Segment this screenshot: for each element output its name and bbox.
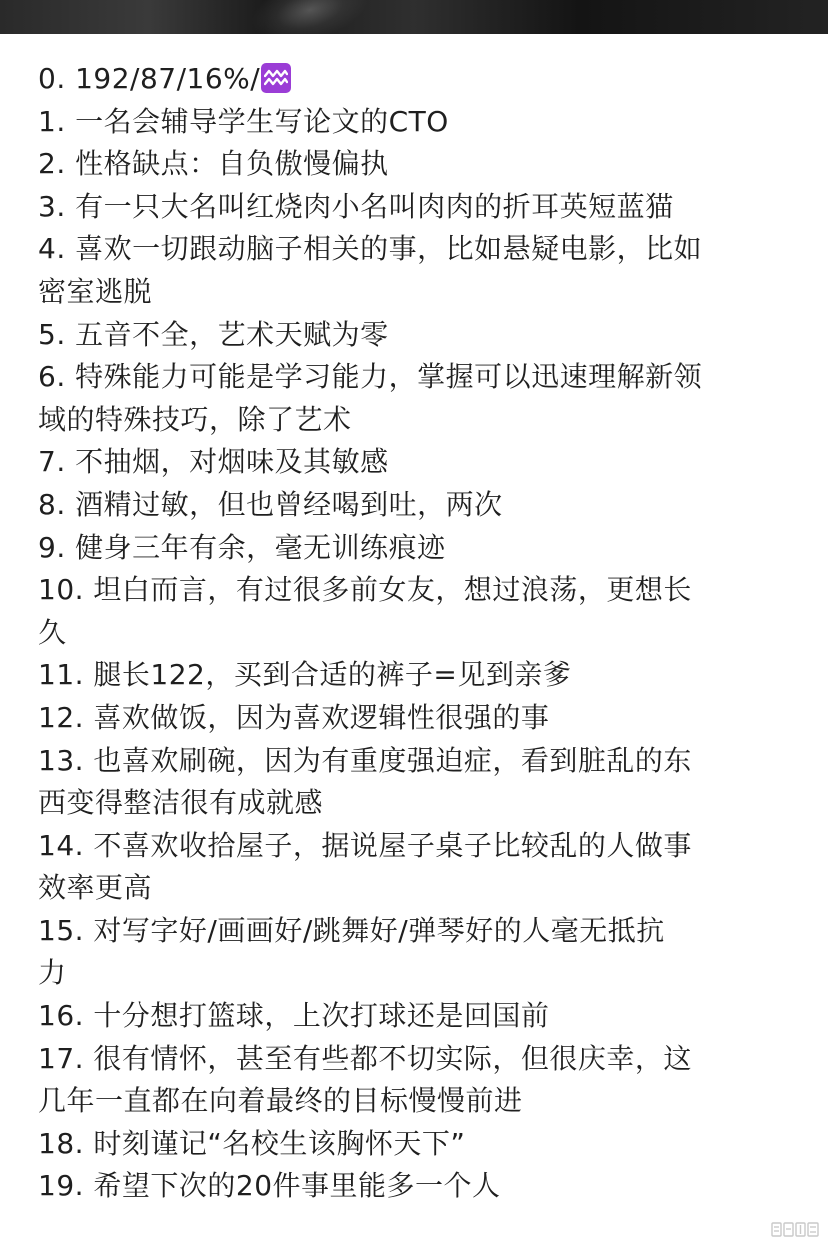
note-line-8: 8. 酒精过敏，但也曾经喝到吐，两次	[38, 487, 503, 521]
aquarius-icon	[261, 63, 291, 93]
note-line-19: 19. 希望下次的20件事里能多一个人	[38, 1169, 501, 1203]
note-line-1: 1. 一名会辅导学生写论文的CTO	[38, 104, 449, 138]
note-line-6: 6. 特殊能力可能是学习能力，掌握可以迅速理解新领	[38, 360, 703, 394]
note-line-15: 15. 对写字好/画画好/跳舞好/弹琴好的人毫无抵抗	[38, 913, 665, 947]
note-line-11: 11. 腿长122，买到合适的裤子=见到亲爹	[38, 658, 572, 692]
note-line-7: 7. 不抽烟，对烟味及其敏感	[38, 445, 389, 479]
note-line-0	[38, 58, 808, 101]
note-line-6-cont: 域的特殊技巧，除了艺术	[38, 402, 352, 436]
note-line-12: 12. 喜欢做饭，因为喜欢逻辑性很强的事	[38, 700, 550, 734]
note-line-3: 3. 有一只大名叫红烧肉小名叫肉肉的折耳英短蓝猫	[38, 189, 674, 223]
note-line-14-cont: 效率更高	[38, 871, 153, 905]
weibo-watermark-icon	[771, 1220, 821, 1240]
note-line-18: 18. 时刻谨记“名校生该胸怀天下”	[38, 1126, 466, 1160]
note-line-5: 5. 五音不全，艺术天赋为零	[38, 317, 389, 351]
note-line-17-cont: 几年一直都在向着最终的目标慢慢前进	[38, 1084, 523, 1118]
note-line-0-text: 0. 192/87/16%/	[38, 62, 261, 95]
header-photo	[0, 0, 828, 34]
note-line-10: 10. 坦白而言，有过很多前女友，想过浪荡，更想长	[38, 573, 692, 607]
note-line-16: 16. 十分想打篮球，上次打球还是回国前	[38, 999, 550, 1033]
note-line-4-cont: 密室逃脱	[38, 274, 153, 308]
photo-highlight	[244, 0, 375, 34]
note-list	[38, 58, 808, 1208]
note-line-4: 4. 喜欢一切跟动脑子相关的事，比如悬疑电影，比如	[38, 232, 703, 266]
note-line-9: 9. 健身三年有余，毫无训练痕迹	[38, 530, 446, 564]
note-line-14: 14. 不喜欢收拾屋子，据说屋子桌子比较乱的人做事	[38, 828, 692, 862]
note-line-17: 17. 很有情怀，甚至有些都不切实际，但很庆幸，这	[38, 1041, 692, 1075]
note-line-13-cont: 西变得整洁很有成就感	[38, 786, 324, 820]
note-line-10-cont: 久	[38, 615, 67, 649]
note-line-2: 2. 性格缺点：自负傲慢偏执	[38, 147, 389, 181]
note-line-13: 13. 也喜欢刷碗，因为有重度强迫症，看到脏乱的东	[38, 743, 692, 777]
note-line-15-cont: 力	[38, 956, 67, 990]
